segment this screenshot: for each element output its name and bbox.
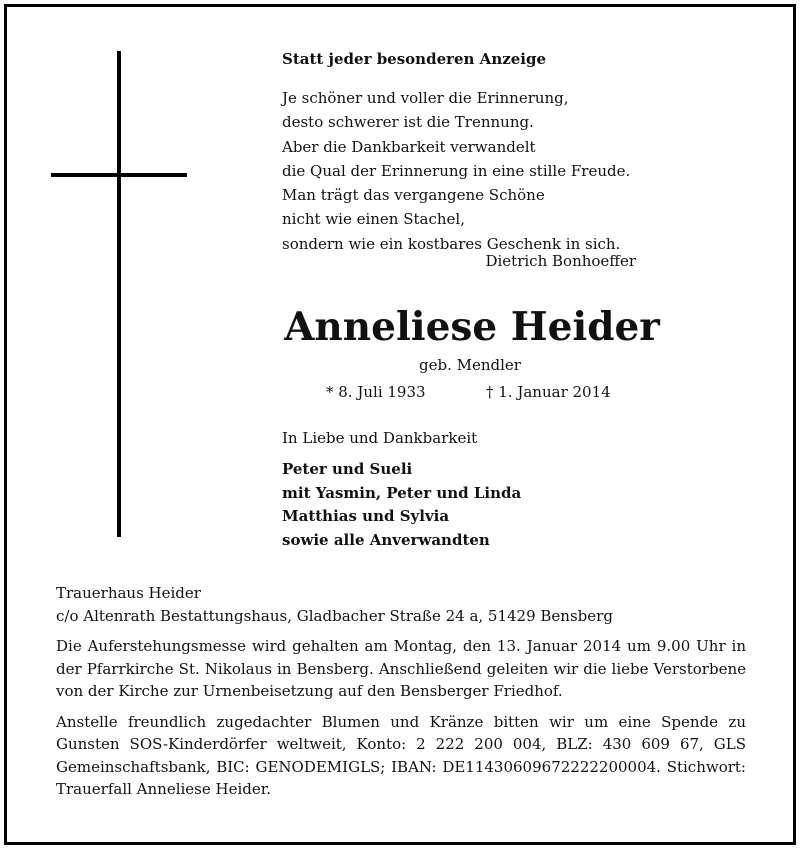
poem-line: sondern wie ein kostbares Geschenk in sich.	[282, 234, 621, 253]
mourners-list	[282, 458, 521, 552]
house-name: Trauerhaus Heider	[56, 584, 201, 602]
mourner-line: sowie alle Anverwandten	[282, 530, 490, 549]
death-date: † 1. Januar 2014	[486, 383, 611, 401]
maiden-name: geb. Mendler	[419, 356, 521, 374]
poem	[282, 86, 630, 256]
service-paragraph: Die Auferstehungsmesse wird gehalten am Montag, den 13. Januar 2014 um 9.00 Uhr in der Pfarrkirche St. Nikolaus in Bensberg. Anschließend geleiten wir die liebe Verstorbene von der Kirche zur Urnenbeisetzung auf den Bensberger Friedhof.	[56, 637, 746, 700]
notice-header: Statt jeder besonderen Anzeige	[282, 50, 547, 68]
birth-date: * 8. Juli 1933	[326, 383, 426, 401]
donation-paragraph: Anstelle freundlich zugedachter Blumen und Kränze bitten wir um eine Spende zu Gunsten SOS-Kinderdörfer weltweit, Konto: 2 222 200 004, BLZ: 430 609 67, GLS Gemeinschaftsbank, BIC: GENODEMIGLS; IBAN: DE11430609672222200004. Stichwort: Trauerfall Anneliese Heider.	[56, 712, 746, 798]
poem-line: Man trägt das vergangene Schöne	[282, 186, 545, 205]
info-section	[56, 582, 746, 801]
poem-line: desto schwerer ist die Trennung.	[282, 113, 534, 132]
house-address: c/o Altenrath Bestattungshaus, Gladbacher Straße 24 a, 51429 Bensberg	[56, 606, 613, 625]
deceased-name: Anneliese Heider	[284, 304, 660, 350]
mourner-line: Peter und Sueli	[282, 460, 413, 478]
cross-symbol-horizontal	[51, 173, 187, 177]
mourner-line: Matthias und Sylvia	[282, 507, 450, 525]
mourner-line: mit Yasmin, Peter und Linda	[282, 483, 522, 502]
poem-author: Dietrich Bonhoeffer	[485, 252, 636, 270]
poem-line: Je schöner und voller die Erinnerung,	[282, 89, 569, 107]
cross-symbol-vertical	[117, 51, 121, 537]
poem-line: nicht wie einen Stachel,	[282, 210, 465, 229]
poem-line: die Qual der Erinnerung in eine stille Freude.	[282, 161, 631, 180]
farewell-line: In Liebe und Dankbarkeit	[282, 429, 478, 447]
poem-line: Aber die Dankbarkeit verwandelt	[282, 137, 536, 156]
